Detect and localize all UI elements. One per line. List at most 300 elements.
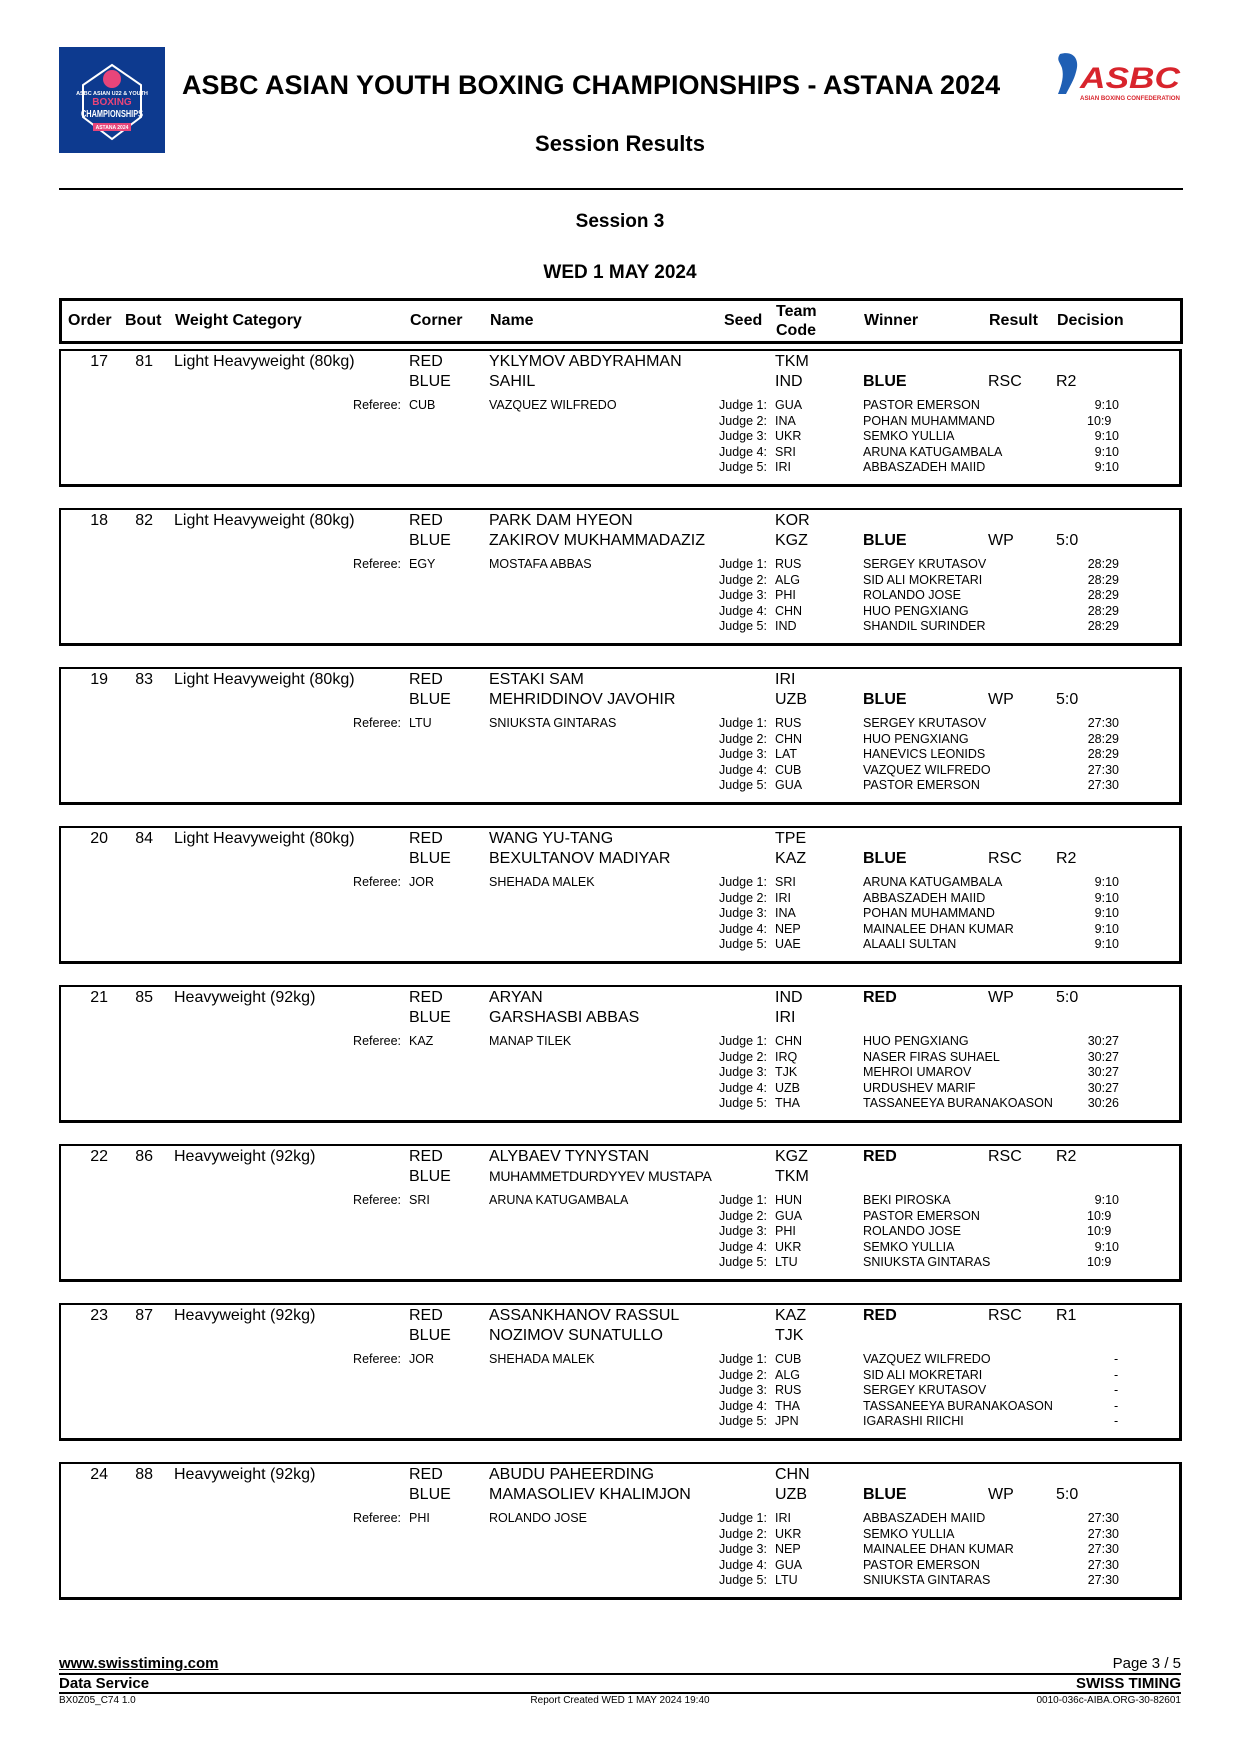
result-type: WP [988, 691, 1014, 708]
judge-label: Judge 5: [719, 937, 767, 951]
judge-score: 10:9 [1087, 413, 1112, 428]
col-result: Result [989, 312, 1038, 329]
corner-red-label: RED [409, 1307, 443, 1324]
judge-noc: CUB [775, 1352, 802, 1366]
judge-label: Judge 3: [719, 1542, 767, 1556]
judge-name: SID ALI MOKRETARI [863, 572, 983, 587]
judge-label: Judge 4: [719, 1557, 767, 1572]
referee-label: Referee: [353, 875, 401, 889]
winner-corner: BLUE [863, 691, 907, 708]
result-type: RSC [988, 373, 1022, 390]
col-team-code [776, 302, 817, 340]
bout-order: 18 [90, 512, 108, 529]
corner-red-label: RED [409, 671, 443, 688]
judge-label: Judge 5: [719, 460, 767, 474]
judge-score: 9:10 [1094, 937, 1119, 951]
judge-score: 9:10 [1094, 1193, 1119, 1207]
judge-label: Judge 4: [719, 762, 767, 777]
footer-brand: SWISS TIMING [1076, 1675, 1181, 1692]
col-team-line1: Team [776, 303, 817, 320]
referee-name: SHEHADA MALEK [489, 875, 595, 889]
result-type: RSC [988, 850, 1022, 867]
judge-score: - [1114, 1352, 1119, 1366]
judge-label: Judge 4: [719, 1398, 767, 1413]
weight-category: Heavyweight (92kg) [174, 1148, 316, 1165]
corner-blue-label: BLUE [409, 373, 451, 390]
referee-noc: SRI [409, 1193, 430, 1207]
judge-noc: LTU [775, 1573, 798, 1587]
corner-red-label: RED [409, 1466, 443, 1483]
judge-score: 9:10 [1094, 906, 1119, 920]
judge-name: VAZQUEZ WILFREDO [863, 1352, 991, 1366]
judge-noc: NEP [775, 1542, 801, 1556]
judge-score: 27:30 [1087, 1573, 1119, 1587]
judge-noc: INA [775, 413, 796, 428]
judge-noc: UKR [775, 1239, 802, 1254]
referee-noc: EGY [409, 557, 436, 571]
judge-score: 10:9 [1087, 1255, 1112, 1269]
judge-label: Judge 4: [719, 921, 767, 936]
judge-score: 28:29 [1087, 557, 1119, 571]
judge-noc: IRI [775, 1511, 791, 1525]
judge-name: HANEVICS LEONIDS [863, 747, 986, 761]
referee-label: Referee: [353, 716, 401, 730]
bout-number: 85 [135, 989, 153, 1006]
judge-score: 27:30 [1087, 762, 1119, 777]
footer-divider [59, 1673, 1181, 1675]
col-winner: Winner [864, 312, 919, 329]
judge-label: Judge 1: [719, 716, 767, 730]
weight-category: Light Heavyweight (80kg) [174, 512, 355, 529]
col-team-line2: Code [776, 322, 816, 339]
referee-noc: KAZ [409, 1034, 434, 1048]
decision: R1 [1056, 1307, 1077, 1324]
judge-score: - [1114, 1367, 1119, 1382]
judge-noc: IRQ [775, 1049, 798, 1064]
judge-label: Judge 3: [719, 1383, 767, 1397]
red-boxer-name: ASSANKHANOV RASSUL [489, 1307, 680, 1324]
judge-score: 27:30 [1087, 1557, 1119, 1572]
col-weight-category: Weight Category [175, 312, 302, 329]
logo-line1: ASBC ASIAN U22 & YOUTH [76, 91, 148, 97]
judge-noc: PHI [775, 588, 796, 602]
result-type: RSC [988, 1307, 1022, 1324]
page-number: Page 3 / 5 [1112, 1655, 1181, 1672]
judge-name: BEKI PIROSKA [863, 1193, 951, 1207]
judge-label: Judge 1: [719, 1511, 767, 1525]
judge-label: Judge 3: [719, 588, 767, 602]
judge-name: ROLANDO JOSE [863, 588, 961, 602]
judge-name: MAINALEE DHAN KUMAR [863, 921, 1014, 936]
col-decision: Decision [1057, 312, 1124, 329]
logo-line3: CHAMPIONSHIPS [81, 109, 144, 120]
bout-block [59, 826, 1182, 964]
bout-number: 86 [135, 1148, 153, 1165]
judge-noc: UZB [775, 1080, 800, 1095]
judge-label: Judge 2: [719, 413, 767, 428]
judge-name: SERGEY KRUTASOV [863, 557, 987, 571]
red-boxer-name: WANG YU-TANG [489, 830, 614, 847]
corner-red-label: RED [409, 830, 443, 847]
judge-label: Judge 5: [719, 1573, 767, 1587]
judge-noc: SRI [775, 444, 796, 459]
judge-label: Judge 4: [719, 603, 767, 618]
bout-order: 21 [90, 989, 108, 1006]
bout-block [59, 985, 1182, 1123]
judge-name: ABBASZADEH MAIID [863, 1511, 986, 1525]
judge-name: TASSANEEYA BURANAKOASON [863, 1096, 1053, 1110]
judge-name: SID ALI MOKRETARI [863, 1367, 983, 1382]
red-boxer-name: ARYAN [489, 989, 543, 1006]
corner-blue-label: BLUE [409, 532, 451, 549]
corner-red-label: RED [409, 989, 443, 1006]
blue-boxer-name: MAMASOLIEV KHALIMJON [489, 1486, 691, 1503]
judge-noc: GUA [775, 398, 803, 412]
decision: 5:0 [1056, 691, 1079, 708]
blue-team-code: UZB [775, 691, 807, 708]
winner-corner: RED [863, 989, 897, 1006]
bout-number: 84 [135, 830, 153, 847]
judge-noc: THA [775, 1398, 800, 1413]
judge-name: SERGEY KRUTASOV [863, 1383, 987, 1397]
judge-name: ROLANDO JOSE [863, 1224, 961, 1238]
judge-noc: CHN [775, 1034, 803, 1048]
referee-noc: JOR [409, 875, 434, 889]
judge-noc: UKR [775, 1526, 802, 1541]
judge-label: Judge 5: [719, 619, 767, 633]
judge-noc: IND [775, 619, 797, 633]
corner-blue-label: BLUE [409, 1327, 451, 1344]
judge-name: MAINALEE DHAN KUMAR [863, 1542, 1014, 1556]
bout-number: 88 [135, 1466, 153, 1483]
judge-score: 30:27 [1087, 1034, 1119, 1048]
winner-corner: BLUE [863, 373, 907, 390]
bout-number: 82 [135, 512, 153, 529]
bout-order: 19 [90, 671, 108, 688]
decision: R2 [1056, 850, 1077, 867]
bout-order: 20 [90, 830, 108, 847]
logo-line4: ASTANA 2024 [95, 125, 129, 131]
logo-line2: BOXING [92, 97, 132, 108]
referee-label: Referee: [353, 1034, 401, 1048]
blue-boxer-name: GARSHASBI ABBAS [489, 1009, 640, 1026]
referee-name: ARUNA KATUGAMBALA [489, 1193, 629, 1207]
red-boxer-name: PARK DAM HYEON [489, 512, 633, 529]
red-team-code: KAZ [775, 1307, 807, 1324]
blue-boxer-name: NOZIMOV SUNATULLO [489, 1327, 663, 1344]
judge-noc: UAE [775, 937, 801, 951]
judge-noc: LAT [775, 747, 797, 761]
judge-noc: GUA [775, 1557, 803, 1572]
judge-name: ALAALI SULTAN [863, 937, 957, 951]
judge-label: Judge 3: [719, 1065, 767, 1079]
judge-score: - [1114, 1383, 1119, 1397]
judge-score: 30:27 [1087, 1065, 1119, 1079]
blue-team-code: IND [775, 373, 803, 390]
judge-noc: CHN [775, 731, 803, 746]
referee-name: VAZQUEZ WILFREDO [489, 398, 617, 412]
judge-name: SEMKO YULLIA [863, 429, 955, 443]
judge-name: PASTOR EMERSON [863, 398, 980, 412]
document-id: 0010-036c-AIBA.ORG-30-82601 [1036, 1695, 1181, 1706]
referee-name: MANAP TILEK [489, 1034, 572, 1048]
weight-category: Heavyweight (92kg) [174, 1466, 316, 1483]
judge-label: Judge 4: [719, 1239, 767, 1254]
judge-name: URDUSHEV MARIF [863, 1080, 976, 1095]
referee-name: MOSTAFA ABBAS [489, 557, 592, 571]
judge-score: 27:30 [1087, 1542, 1119, 1556]
blue-boxer-name: ZAKIROV MUKHAMMADAZIZ [489, 532, 706, 549]
judge-noc: UKR [775, 429, 802, 443]
referee-label: Referee: [353, 1193, 401, 1207]
judge-label: Judge 2: [719, 1367, 767, 1382]
judge-score: 10:9 [1087, 1224, 1112, 1238]
report-subtitle: Session Results [535, 131, 705, 156]
judge-score: 28:29 [1087, 731, 1119, 746]
bout-order: 23 [90, 1307, 108, 1324]
decision: 5:0 [1056, 989, 1079, 1006]
bout-order: 22 [90, 1148, 108, 1165]
bout-block [59, 508, 1182, 646]
judge-name: IGARASHI RIICHI [863, 1414, 964, 1428]
judge-score: 9:10 [1094, 429, 1119, 443]
judge-label: Judge 1: [719, 1352, 767, 1366]
judge-noc: SRI [775, 875, 796, 889]
corner-red-label: RED [409, 1148, 443, 1165]
judge-noc: INA [775, 906, 796, 920]
asbc-tagline: ASIAN BOXING CONFEDERATION [1080, 96, 1180, 102]
table-header [59, 298, 1183, 344]
judge-noc: IRI [775, 460, 791, 474]
judge-name: SHANDIL SURINDER [863, 619, 986, 633]
col-seed: Seed [724, 312, 763, 329]
judge-name: MEHROI UMAROV [863, 1065, 972, 1079]
blue-team-code: UZB [775, 1486, 807, 1503]
referee-name: SHEHADA MALEK [489, 1352, 595, 1366]
red-team-code: TKM [775, 353, 809, 370]
col-name: Name [490, 312, 534, 329]
judge-label: Judge 2: [719, 890, 767, 905]
judge-label: Judge 3: [719, 906, 767, 920]
bout-number: 83 [135, 671, 153, 688]
judge-score: - [1114, 1414, 1119, 1428]
winner-corner: BLUE [863, 850, 907, 867]
judge-label: Judge 4: [719, 1080, 767, 1095]
report-created: Report Created WED 1 MAY 2024 19:40 [530, 1695, 710, 1706]
red-team-code: IND [775, 989, 803, 1006]
referee-label: Referee: [353, 1352, 401, 1366]
referee-name: ROLANDO JOSE [489, 1511, 587, 1525]
decision: R2 [1056, 373, 1077, 390]
judge-score: 30:27 [1087, 1049, 1119, 1064]
judge-noc: RUS [775, 1383, 802, 1397]
referee-label: Referee: [353, 557, 401, 571]
bout-number: 87 [135, 1307, 153, 1324]
judge-score: 27:30 [1087, 1511, 1119, 1525]
result-type: WP [988, 1486, 1014, 1503]
blue-team-code: IRI [775, 1009, 796, 1026]
footer-url-link[interactable]: www.swisstiming.com [59, 1655, 219, 1672]
judge-name: SEMKO YULLIA [863, 1239, 955, 1254]
judge-score: 9:10 [1094, 890, 1119, 905]
judge-label: Judge 3: [719, 747, 767, 761]
corner-blue-label: BLUE [409, 1486, 451, 1503]
judge-score: 27:30 [1087, 1526, 1119, 1541]
decision: 5:0 [1056, 1486, 1079, 1503]
bout-order: 24 [90, 1466, 108, 1483]
judge-score: 28:29 [1087, 619, 1119, 633]
judge-noc: RUS [775, 716, 802, 730]
winner-corner: RED [863, 1307, 897, 1324]
judge-noc: CUB [775, 762, 802, 777]
bout-block [59, 667, 1182, 805]
document-title: ASBC ASIAN YOUTH BOXING CHAMPIONSHIPS - ASTANA 2024 [182, 70, 1001, 100]
judge-score: 10:9 [1087, 1208, 1112, 1223]
red-team-code: KGZ [775, 1148, 808, 1165]
judge-name: POHAN MUHAMMAND [863, 906, 995, 920]
bout-block [59, 1462, 1182, 1600]
judge-noc: GUA [775, 778, 803, 792]
judge-name: SNIUKSTA GINTARAS [863, 1255, 991, 1269]
judge-label: Judge 1: [719, 557, 767, 571]
judge-label: Judge 5: [719, 778, 767, 792]
footer-divider-2 [59, 1692, 1181, 1694]
result-type: WP [988, 532, 1014, 549]
judge-name: PASTOR EMERSON [863, 778, 980, 792]
referee-label: Referee: [353, 398, 401, 412]
judge-label: Judge 2: [719, 1526, 767, 1541]
blue-team-code: TKM [775, 1168, 809, 1185]
judge-name: ABBASZADEH MAIID [863, 460, 986, 474]
judge-label: Judge 1: [719, 875, 767, 889]
col-corner: Corner [410, 312, 463, 329]
judge-score: 28:29 [1087, 747, 1119, 761]
judge-label: Judge 5: [719, 1255, 767, 1269]
col-order: Order [68, 312, 112, 329]
result-type: WP [988, 989, 1014, 1006]
judge-noc: ALG [775, 1367, 801, 1382]
judge-noc: ALG [775, 572, 801, 587]
judge-label: Judge 3: [719, 429, 767, 443]
referee-noc: LTU [409, 716, 432, 730]
judge-score: - [1114, 1398, 1119, 1413]
footer-data-service: Data Service [59, 1675, 150, 1692]
weight-category: Light Heavyweight (80kg) [174, 830, 355, 847]
referee-label: Referee: [353, 1511, 401, 1525]
judge-noc: CHN [775, 603, 803, 618]
judge-noc: JPN [775, 1414, 799, 1428]
result-type: RSC [988, 1148, 1022, 1165]
judge-label: Judge 1: [719, 1034, 767, 1048]
winner-corner: BLUE [863, 532, 907, 549]
judge-label: Judge 5: [719, 1414, 767, 1428]
judge-name: TASSANEEYA BURANAKOASON [863, 1398, 1053, 1413]
report-code: BX0Z05_C74 1.0 [59, 1695, 136, 1706]
judge-score: 9:10 [1094, 921, 1119, 936]
judge-name: SERGEY KRUTASOV [863, 716, 987, 730]
judge-name: VAZQUEZ WILFREDO [863, 762, 991, 777]
bout-number: 81 [135, 353, 153, 370]
session-date: WED 1 MAY 2024 [543, 262, 697, 283]
red-boxer-name: YKLYMOV ABDYRAHMAN [489, 353, 682, 370]
red-team-code: KOR [775, 512, 810, 529]
judge-score: 28:29 [1087, 572, 1119, 587]
corner-blue-label: BLUE [409, 691, 451, 708]
judge-score: 9:10 [1094, 444, 1119, 459]
corner-blue-label: BLUE [409, 1168, 451, 1185]
referee-noc: JOR [409, 1352, 434, 1366]
judge-name: POHAN MUHAMMAND [863, 413, 995, 428]
bout-block [59, 349, 1182, 487]
red-boxer-name: ESTAKI SAM [489, 671, 584, 688]
judge-label: Judge 2: [719, 1049, 767, 1064]
judge-score: 28:29 [1087, 603, 1119, 618]
judge-name: HUO PENGXIANG [863, 731, 969, 746]
judge-name: SEMKO YULLIA [863, 1526, 955, 1541]
judge-label: Judge 4: [719, 444, 767, 459]
judge-name: NASER FIRAS SUHAEL [863, 1049, 1000, 1064]
weight-category: Heavyweight (92kg) [174, 1307, 316, 1324]
weight-category: Light Heavyweight (80kg) [174, 671, 355, 688]
judge-score: 27:30 [1087, 716, 1119, 730]
judge-score: 28:29 [1087, 588, 1119, 602]
decision: R2 [1056, 1148, 1077, 1165]
bout-order: 17 [90, 353, 108, 370]
red-team-code: TPE [775, 830, 807, 847]
corner-red-label: RED [409, 512, 443, 529]
red-team-code: CHN [775, 1466, 810, 1483]
judge-label: Judge 1: [719, 1193, 767, 1207]
judge-score: 30:27 [1087, 1080, 1119, 1095]
blue-boxer-name: SAHIL [489, 373, 536, 390]
blue-boxer-name: MEHRIDDINOV JAVOHIR [489, 691, 676, 708]
judge-label: Judge 1: [719, 398, 767, 412]
col-bout: Bout [125, 312, 162, 329]
judge-noc: TJK [775, 1065, 798, 1079]
corner-red-label: RED [409, 353, 443, 370]
judge-label: Judge 2: [719, 731, 767, 746]
weight-category: Heavyweight (92kg) [174, 989, 316, 1006]
judge-name: SNIUKSTA GINTARAS [863, 1573, 991, 1587]
blue-team-code: TJK [775, 1327, 804, 1344]
judge-score: 30:26 [1087, 1096, 1119, 1110]
asbc-logo-text: ASBC [1078, 62, 1182, 95]
judge-label: Judge 3: [719, 1224, 767, 1238]
judge-noc: HUN [775, 1193, 803, 1207]
judge-name: ARUNA KATUGAMBALA [863, 444, 1003, 459]
judge-noc: IRI [775, 890, 791, 905]
red-boxer-name: ABUDU PAHEERDING [489, 1466, 655, 1483]
judge-name: PASTOR EMERSON [863, 1557, 980, 1572]
asbc-glove-icon [1052, 50, 1187, 106]
blue-team-code: KAZ [775, 850, 807, 867]
judge-noc: THA [775, 1096, 800, 1110]
blue-boxer-name: BEXULTANOV MADIYAR [489, 850, 671, 867]
judge-name: HUO PENGXIANG [863, 1034, 969, 1048]
bout-block [59, 1303, 1182, 1441]
judge-name: ABBASZADEH MAIID [863, 890, 986, 905]
judge-score: 9:10 [1094, 1239, 1119, 1254]
judge-label: Judge 2: [719, 572, 767, 587]
asbc-logo [1052, 50, 1187, 106]
judge-noc: LTU [775, 1255, 798, 1269]
blue-team-code: KGZ [775, 532, 808, 549]
judge-label: Judge 5: [719, 1096, 767, 1110]
corner-blue-label: BLUE [409, 1009, 451, 1026]
winner-corner: RED [863, 1148, 897, 1165]
judge-score: 9:10 [1094, 460, 1119, 474]
judge-name: HUO PENGXIANG [863, 603, 969, 618]
